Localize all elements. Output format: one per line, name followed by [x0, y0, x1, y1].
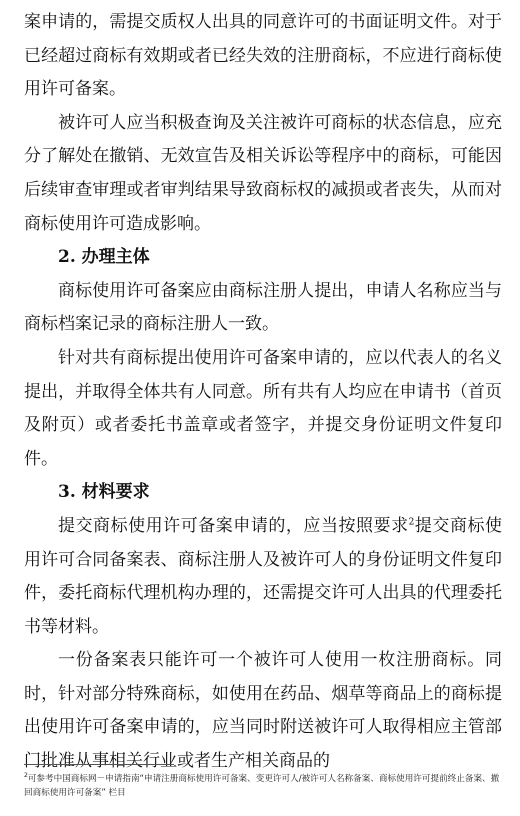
- body-text: [24, 6, 502, 779]
- materials-text-end: 提交商标使用许可合同备案表、商标注册人及被许可人的身份证明文件复印件，委托商标代理机构办理的，还需提交许可人出具的代理委托书等材料。: [24, 515, 503, 637]
- paragraph-applicant-registrant: 商标使用许可备案应由商标注册人提出，申请人名称应当与商标档案记录的商标注册人一致。: [24, 280, 502, 335]
- footnote-divider: [24, 764, 174, 765]
- section-heading-applicant: 2. 办理主体: [58, 247, 150, 268]
- materials-text-start: 提交商标使用许可备案申请的，应当按照要求: [58, 515, 409, 536]
- footnote-mark: 2: [24, 772, 28, 780]
- paragraph-licensee-status: 被许可人应当积极查询及关注被许可商标的状态信息，应充分了解处在撤销、无效宣告及相关诉讼等程序中的商标，可能因后续审查审理或者审判结果导致商标权的减损或者丧失，从而对商标使用许可造成影响。: [24, 112, 502, 234]
- paragraph-pledge-requirement: 案申请的，需提交质权人出具的同意许可的书面证明文件。对于已经超过商标有效期或者已经失效的注册商标，不应进行商标使用许可备案。: [24, 12, 502, 100]
- paragraph-materials: [24, 510, 502, 644]
- paragraph-one-licensee: 一份备案表只能许可一个被许可人使用一枚注册商标。同时，针对部分特殊商标，如使用在药品、烟草等商品上的商标提出使用许可备案申请的，应当同时附送被许可人取得相应主管部门批准从事相关行业或者生产相关商品的: [24, 650, 502, 772]
- footnote: [24, 772, 502, 800]
- section-heading-materials: 3. 材料要求: [58, 482, 150, 503]
- paragraph-joint-trademark: 针对共有商标提出使用许可备案申请的，应以代表人的名义提出，并取得全体共有人同意。所有共有人均应在申请书（首页及附页）或者委托书盖章或者签字，并提交身份证明文件复印件。: [24, 347, 502, 469]
- footnote-text: 可参考中国商标网－申请指南“申请注册商标使用许可备案、变更许可人/被许可人名称备案、商标使用许可提前终止备案、撤回商标使用许可备案” 栏目: [24, 774, 500, 798]
- footnote-reference: 2: [408, 517, 415, 528]
